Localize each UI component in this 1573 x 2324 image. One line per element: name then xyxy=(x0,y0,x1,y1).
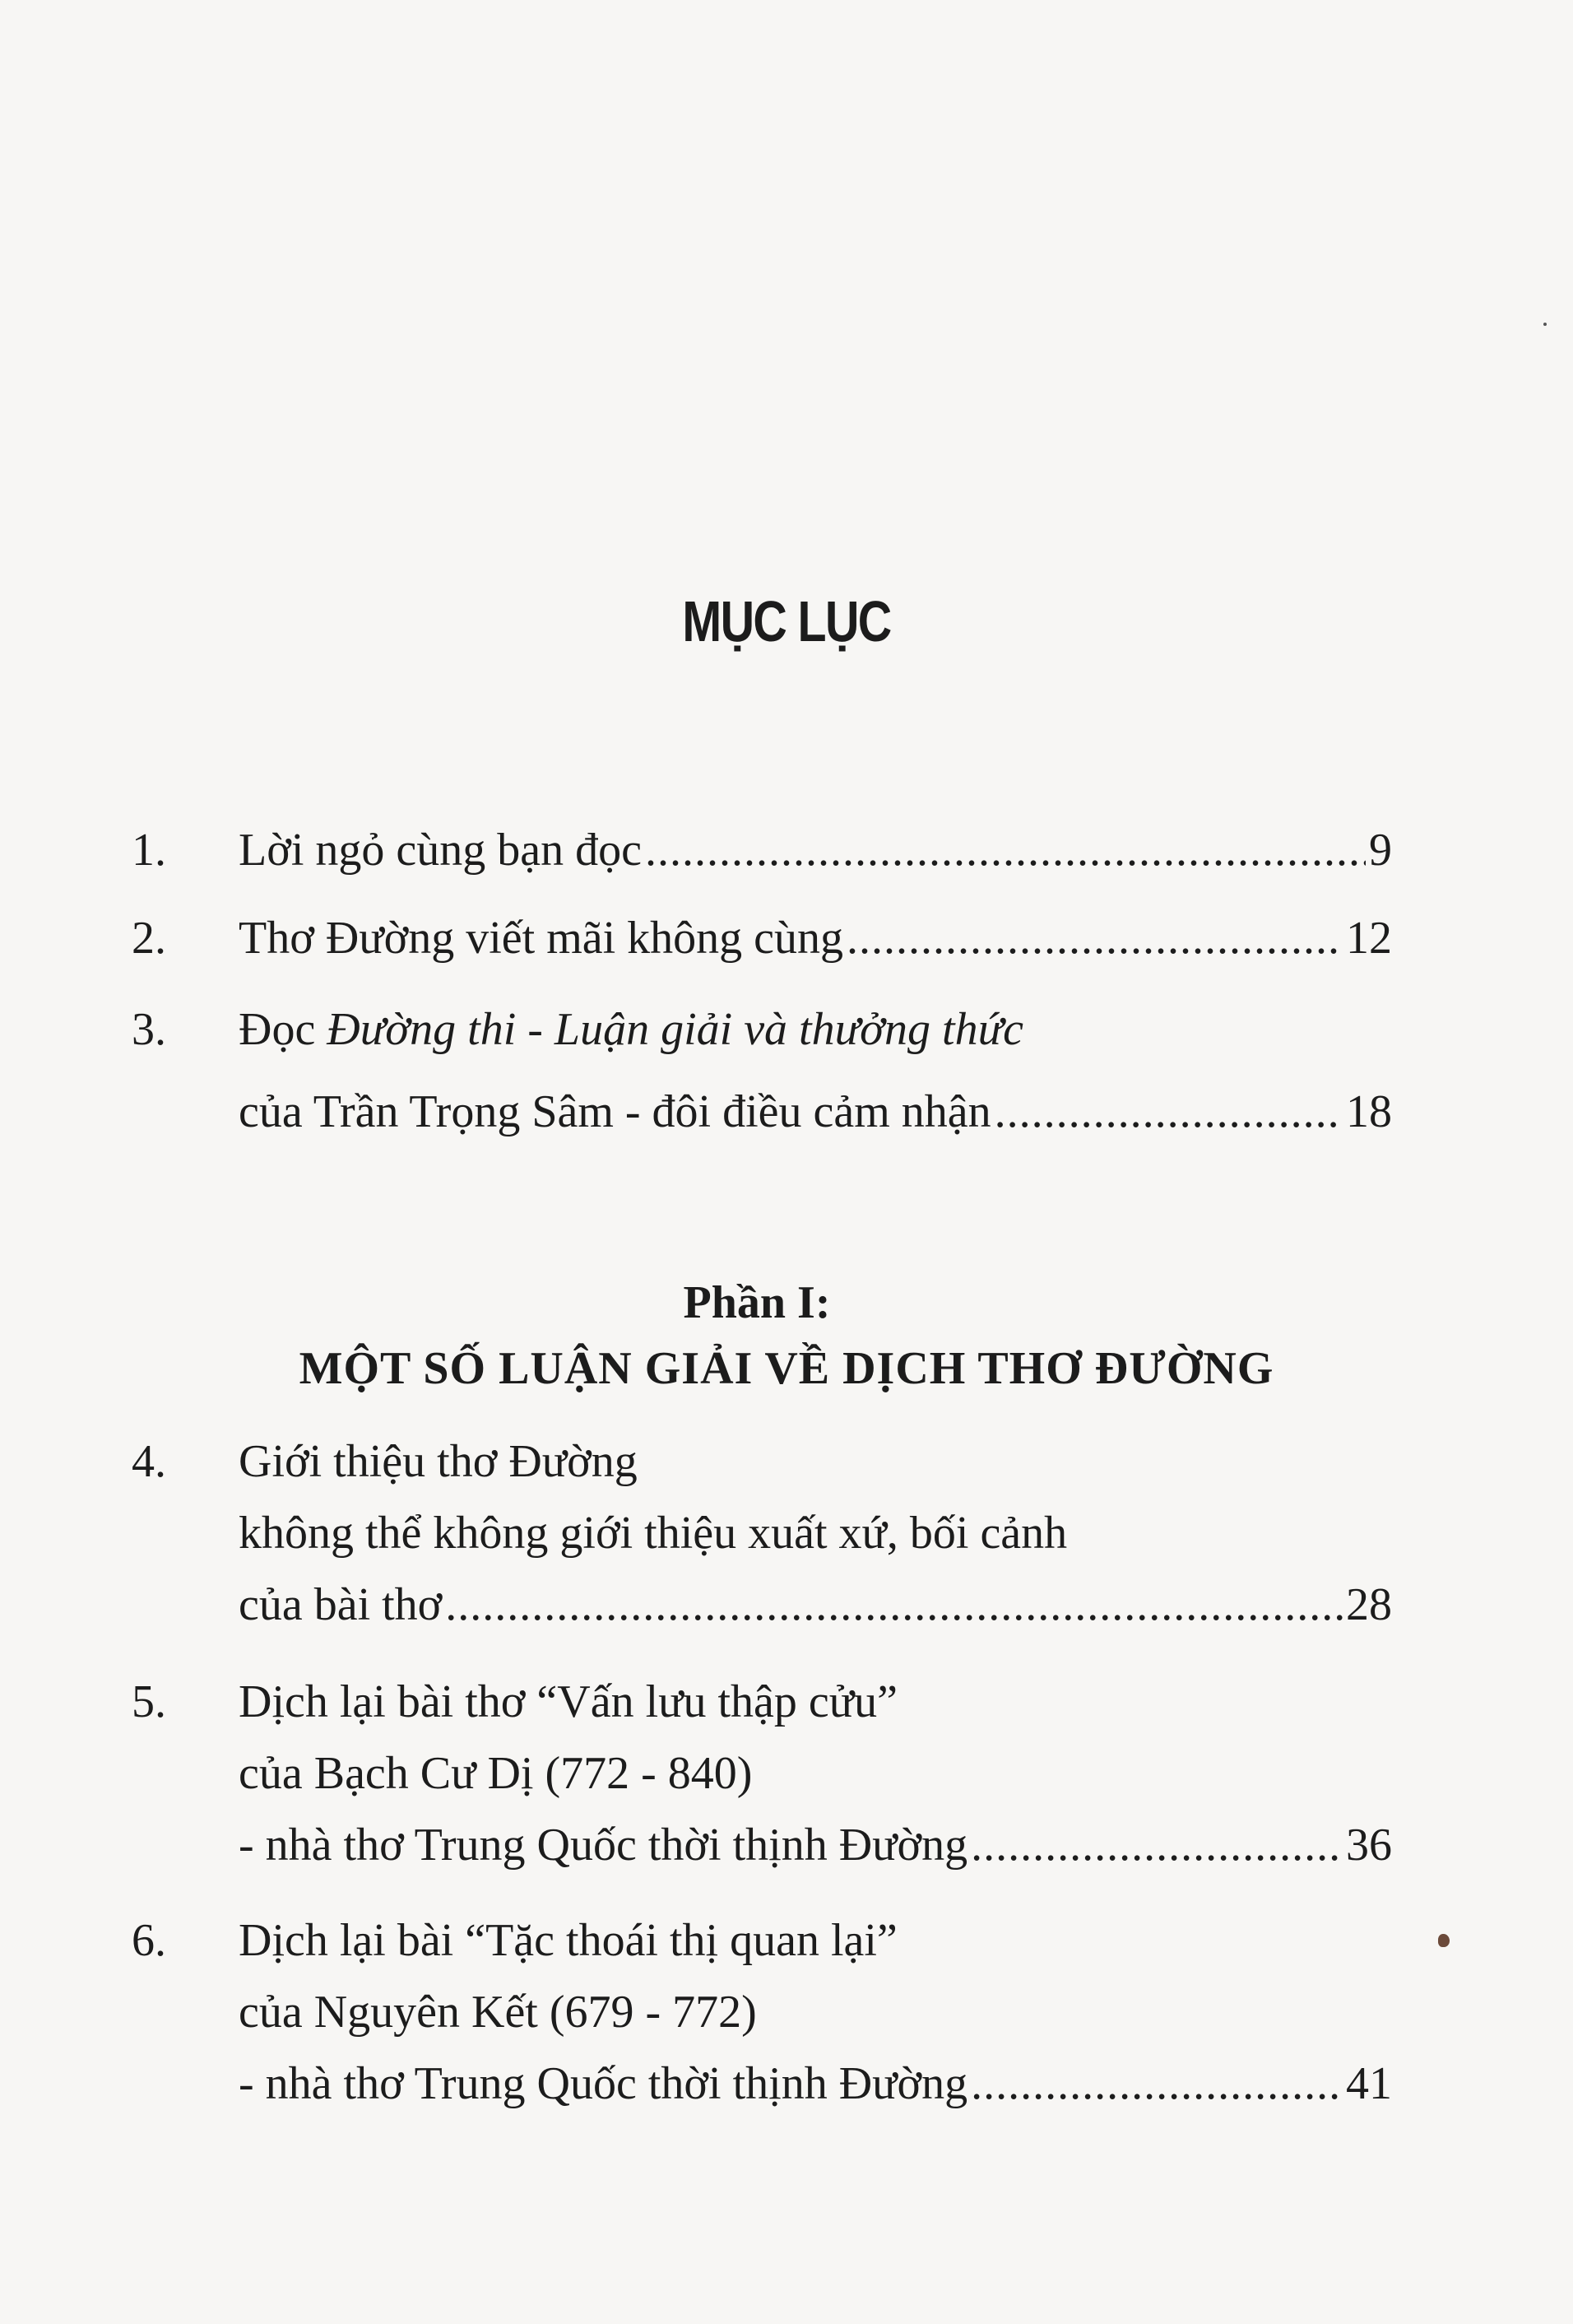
page-title: MỤC LỤC xyxy=(682,589,891,653)
page-number: 18 xyxy=(1346,1086,1392,1137)
entry-line xyxy=(239,1748,1392,1799)
entry-text: Thơ Đường viết mãi không cùng xyxy=(239,913,844,964)
entry-text: Dịch lại bài thơ “Vấn lưu thập cửu” xyxy=(239,1676,898,1727)
entry-line xyxy=(239,1676,1392,1727)
entry-number: 3. xyxy=(132,1004,166,1055)
dot-leader xyxy=(847,915,1343,961)
entry-line xyxy=(239,913,1392,964)
entry-text: Lời ngỏ cùng bạn đọc xyxy=(239,825,642,876)
entry-line xyxy=(239,1006,1392,1053)
entry-line xyxy=(239,1436,1392,1487)
entry-line xyxy=(239,1987,1392,2038)
entry-number: 1. xyxy=(132,825,166,876)
entry-number: 5. xyxy=(132,1676,166,1727)
entry-text: Dịch lại bài “Tặc thoái thị quan lại” xyxy=(239,1915,898,1966)
entry-number: 6. xyxy=(132,1915,166,1966)
page-number: 9 xyxy=(1369,825,1392,876)
part-title: MỘT SỐ LUẬN GIẢI VỀ DỊCH THƠ ĐƯỜNG xyxy=(299,1343,1274,1394)
entry-text: Đọc xyxy=(239,1004,327,1055)
entry-text: - nhà thơ Trung Quốc thời thịnh Đường xyxy=(239,2058,968,2109)
page-number: 36 xyxy=(1346,1820,1392,1871)
entry-line xyxy=(239,1086,1392,1137)
entry-line xyxy=(239,1820,1392,1871)
entry-line xyxy=(239,2058,1392,2109)
entry-text: của Bạch Cư Dị (772 - 840) xyxy=(239,1748,753,1799)
entry-text: Giới thiệu thơ Đường xyxy=(239,1436,638,1487)
page-number: 41 xyxy=(1346,2058,1392,2109)
entry-line xyxy=(239,825,1392,876)
dot-leader xyxy=(645,827,1366,873)
entry-text: của bài thơ xyxy=(239,1579,443,1630)
dot-leader xyxy=(995,1089,1343,1135)
entry-number: 2. xyxy=(132,913,166,964)
entry-line xyxy=(239,1508,1392,1559)
entry-text: của Nguyên Kết (679 - 772) xyxy=(239,1987,757,2038)
entry-line xyxy=(239,1579,1392,1630)
page-number: 12 xyxy=(1346,913,1392,964)
paper-speck xyxy=(1543,323,1547,326)
dot-leader xyxy=(971,2061,1343,2107)
dot-leader xyxy=(971,1822,1343,1868)
entry-text: - nhà thơ Trung Quốc thời thịnh Đường xyxy=(239,1820,968,1871)
part-label: Phần I: xyxy=(683,1277,831,1328)
entry-line xyxy=(239,1917,1392,1964)
dot-leader xyxy=(445,1582,1343,1628)
entry-text: không thể không giới thiệu xuất xứ, bối cảnh xyxy=(239,1508,1068,1559)
entry-number: 4. xyxy=(132,1436,166,1487)
page-number: 28 xyxy=(1346,1579,1392,1630)
entry-text: của Trần Trọng Sâm - đôi điều cảm nhận xyxy=(239,1086,991,1137)
entry-book-title: Đường thi - Luận giải và thưởng thức xyxy=(327,1004,1023,1055)
paper-speck xyxy=(1438,1934,1450,1947)
